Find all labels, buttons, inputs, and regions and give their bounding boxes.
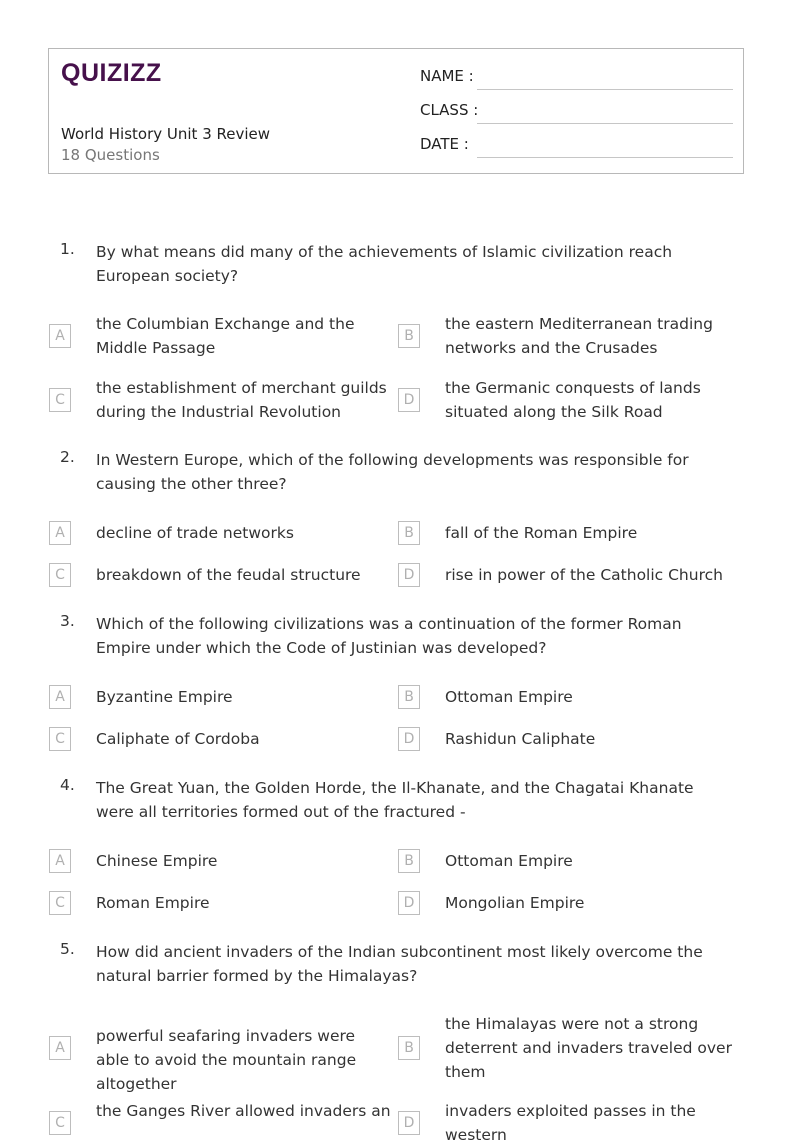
option-c-text: Roman Empire: [96, 894, 210, 912]
option-d-box[interactable]: D: [398, 388, 420, 412]
question-number: 2.: [60, 448, 75, 466]
option-b-box[interactable]: B: [398, 521, 420, 545]
option-b-box[interactable]: B: [398, 1036, 420, 1060]
option-b-text: Ottoman Empire: [445, 688, 573, 706]
worksheet-header: [48, 48, 744, 174]
date-field[interactable]: [420, 135, 733, 159]
option-a-box[interactable]: A: [49, 1036, 71, 1060]
option-b-text: the Himalayas were not a strong deterrent and invaders traveled over them: [445, 1015, 732, 1081]
question-text: The Great Yuan, the Golden Horde, the Il-Khanate, and the Chagatai Khanate were all territories formed out of the fractured -: [96, 779, 694, 821]
option-c-box[interactable]: C: [49, 388, 71, 412]
option-b-box[interactable]: B: [398, 324, 420, 348]
option-d-box[interactable]: D: [398, 727, 420, 751]
class-field[interactable]: [420, 101, 733, 125]
name-field[interactable]: [420, 67, 733, 91]
question-count: 18 Questions: [61, 146, 160, 164]
option-b-text: the eastern Mediterranean trading networks and the Crusades: [445, 315, 713, 357]
option-c-text: breakdown of the feudal structure: [96, 566, 361, 584]
option-b-text: Ottoman Empire: [445, 852, 573, 870]
date-label: DATE :: [420, 135, 469, 153]
option-c-text: the establishment of merchant guilds during the Industrial Revolution: [96, 379, 387, 421]
date-line[interactable]: [477, 157, 733, 158]
option-a-box[interactable]: A: [49, 849, 71, 873]
option-b-box[interactable]: B: [398, 849, 420, 873]
question-number: 3.: [60, 612, 75, 630]
question-number: 1.: [60, 240, 75, 258]
option-d-box[interactable]: D: [398, 1111, 420, 1135]
option-d-text: the Germanic conquests of lands situated along the Silk Road: [445, 379, 701, 421]
option-c-box[interactable]: C: [49, 727, 71, 751]
question-text: How did ancient invaders of the Indian subcontinent most likely overcome the natural barrier formed by the Himalayas?: [96, 943, 703, 985]
option-a-box[interactable]: A: [49, 685, 71, 709]
quizizz-logo: QUIZIZZ: [61, 59, 162, 87]
option-c-box[interactable]: C: [49, 563, 71, 587]
option-a-box[interactable]: A: [49, 521, 71, 545]
name-label: NAME :: [420, 67, 474, 85]
option-c-box[interactable]: C: [49, 891, 71, 915]
option-d-box[interactable]: D: [398, 891, 420, 915]
option-d-text: Rashidun Caliphate: [445, 730, 596, 748]
option-c-box[interactable]: C: [49, 1111, 71, 1135]
worksheet-title: World History Unit 3 Review: [61, 125, 271, 143]
question-text: Which of the following civilizations was a continuation of the former Roman Empire under which the Code of Justinian was developed?: [96, 615, 682, 657]
option-d-text: Mongolian Empire: [445, 894, 585, 912]
option-a-text: decline of trade networks: [96, 524, 294, 542]
question-text: By what means did many of the achievements of Islamic civilization reach European society?: [96, 243, 673, 285]
option-b-text: fall of the Roman Empire: [445, 524, 638, 542]
option-c-text: the Ganges River allowed invaders an: [96, 1102, 391, 1120]
option-d-box[interactable]: D: [398, 563, 420, 587]
option-a-text: powerful seafaring invaders were able to avoid the mountain range altogether: [96, 1027, 357, 1093]
question-text: In Western Europe, which of the following developments was responsible for causing the other three?: [96, 451, 689, 493]
question-number: 5.: [60, 940, 75, 958]
name-line[interactable]: [477, 89, 733, 90]
option-d-text: rise in power of the Catholic Church: [445, 566, 723, 584]
option-d-text: invaders exploited passes in the western: [445, 1102, 696, 1144]
option-a-text: Byzantine Empire: [96, 688, 233, 706]
question-number: 4.: [60, 776, 75, 794]
option-a-box[interactable]: A: [49, 324, 71, 348]
class-label: CLASS :: [420, 101, 479, 119]
option-c-text: Caliphate of Cordoba: [96, 730, 260, 748]
option-a-text: Chinese Empire: [96, 852, 218, 870]
option-a-text: the Columbian Exchange and the Middle Passage: [96, 315, 355, 357]
option-b-box[interactable]: B: [398, 685, 420, 709]
class-line[interactable]: [477, 123, 733, 124]
